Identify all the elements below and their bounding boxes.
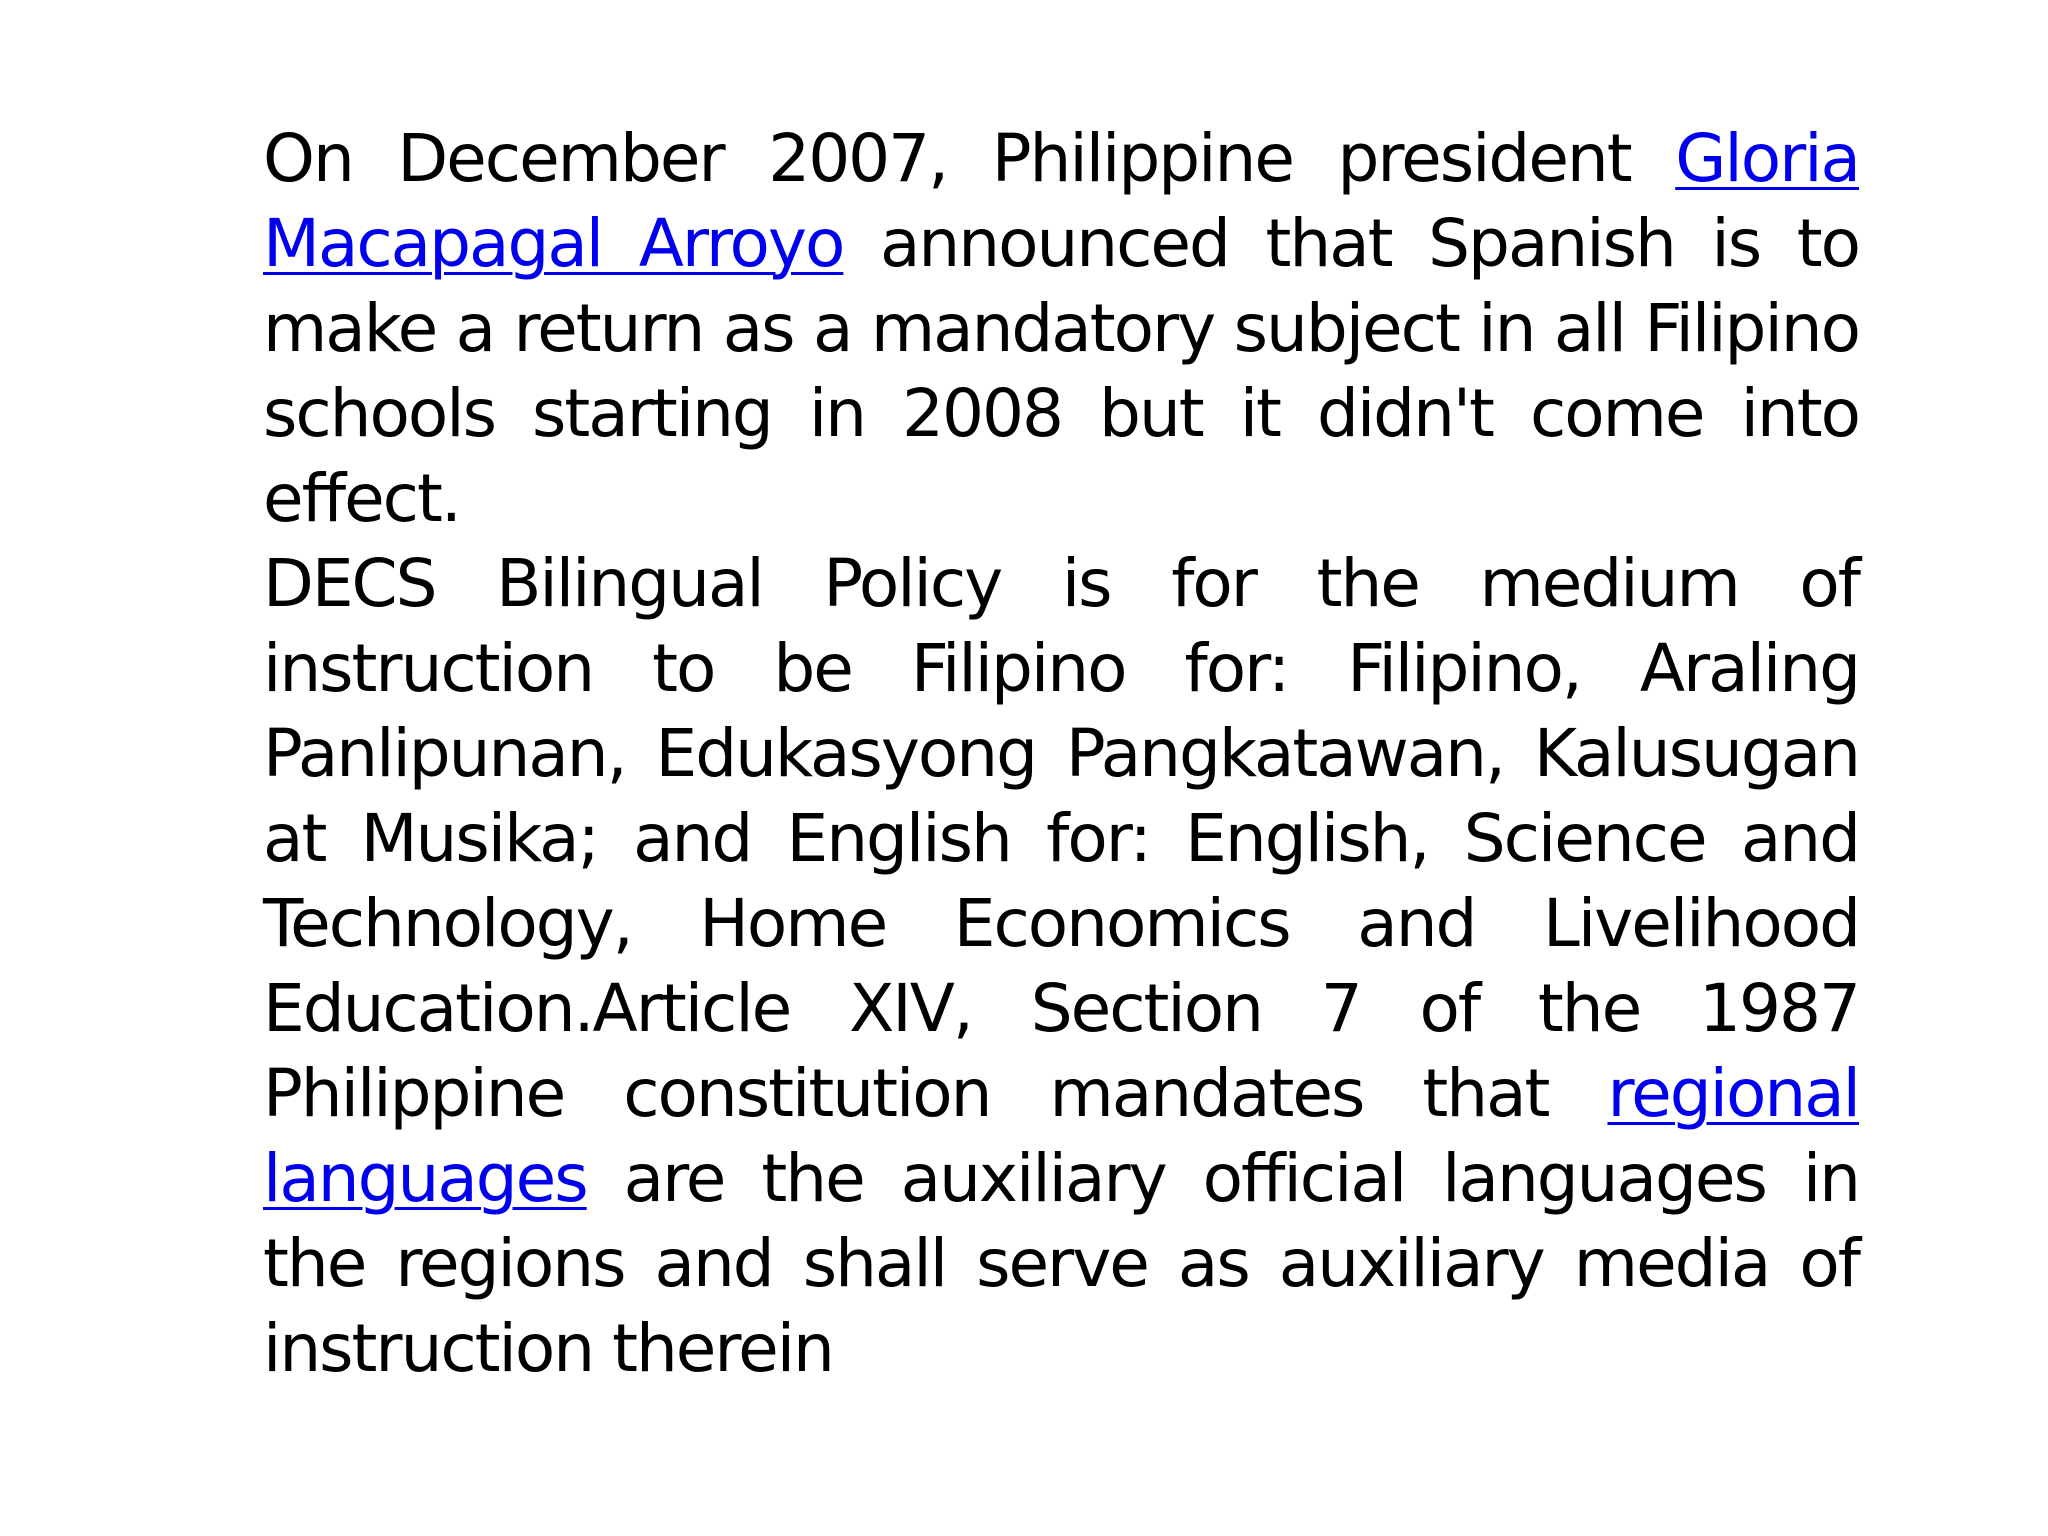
- paragraph-2-text-end: are the auxiliary official languages in the regions and shall serve as auxiliary media of instruction therein: [263, 1140, 1859, 1387]
- paragraph-spanish-announcement: [263, 116, 1859, 541]
- regional-languages-link[interactable]: regional languages: [263, 1055, 1859, 1217]
- slide-body: [263, 116, 1859, 1391]
- paragraph-bilingual-policy: [263, 541, 1859, 1391]
- paragraph-1-text-end: announced that Spanish is to make a return as a mandatory subject in all Filipino schools starting in 2008 but it didn't come into effect.: [263, 205, 1859, 537]
- gloria-macapagal-arroyo-link[interactable]: Gloria Macapagal Arroyo: [263, 120, 1859, 282]
- paragraph-2-text-start: DECS Bilingual Policy is for the medium of instruction to be Filipino for: Filipino, Araling Panlipunan, Edukasyong Pangkatawan, Kalusugan at Musika; and English for: English, Science and Technology, Home Economics and Livelihood Education.Article XIV, Section 7 of the 1987 Philippine constitution mandates that: [263, 545, 1859, 1132]
- paragraph-1-text-start: On December 2007, Philippine president: [263, 120, 1676, 197]
